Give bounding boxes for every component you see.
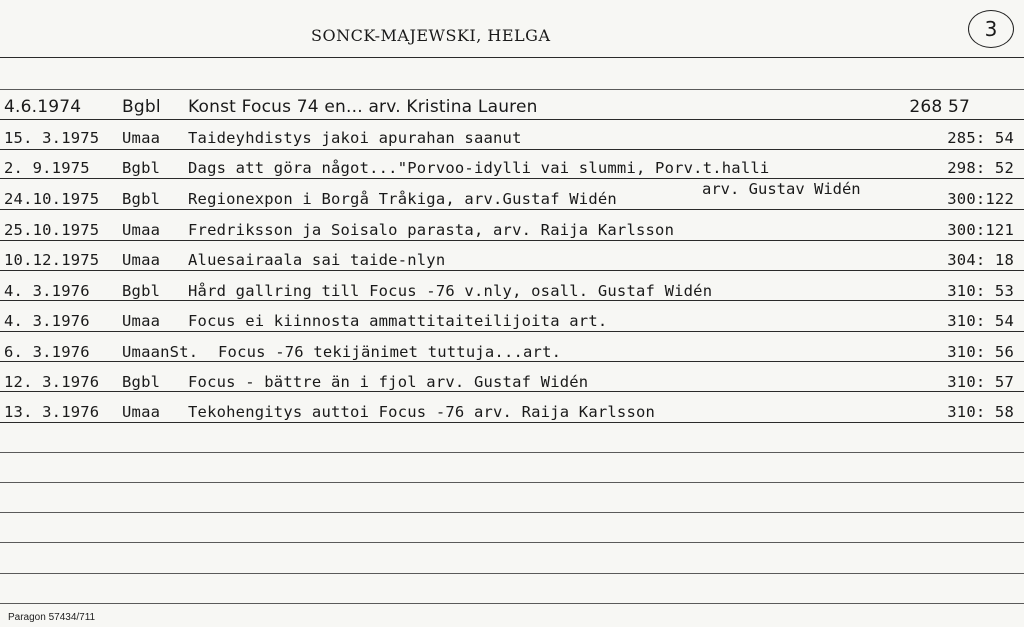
entry-date: 13. 3.1976 — [4, 403, 100, 421]
entry-date: 4. 3.1976 — [4, 282, 90, 300]
entry-text: Focus ei kiinnosta ammattitaiteilijoita art. — [188, 312, 608, 330]
header-rule — [0, 57, 1024, 58]
rule-line — [0, 300, 1024, 301]
entry-source: Umaa — [122, 403, 161, 421]
entry-text: Aluesairaala sai taide-nlyn — [188, 251, 446, 269]
rule-line — [0, 209, 1024, 210]
entry-date: 25.10.1975 — [4, 221, 100, 239]
rule-line — [0, 361, 1024, 362]
entry-ref: 310: 57 — [947, 373, 1014, 391]
entry-text: Fredriksson ja Soisalo parasta, arv. Raija Karlsson — [188, 221, 675, 239]
entry-date: 24.10.1975 — [4, 190, 100, 208]
entry-ref: 268 57 — [909, 97, 970, 117]
entry-date: 6. 3.1976 — [4, 343, 90, 361]
entry-ref: 310: 54 — [947, 312, 1014, 330]
entry-ref: 310: 53 — [947, 282, 1014, 300]
entry-text: Regionexpon i Borgå Tråkiga, arv.Gustaf Widén — [188, 190, 617, 208]
entry-source: Bgbl — [122, 97, 161, 117]
entry-ref: 285: 54 — [947, 129, 1014, 147]
entry-ref: 298: 52 — [947, 159, 1014, 177]
rule-line — [0, 422, 1024, 423]
entry-text: Hård gallring till Focus -76 v.nly, osall. Gustaf Widén — [188, 282, 713, 300]
rule-line — [0, 573, 1024, 574]
entry-date: 4. 3.1976 — [4, 312, 90, 330]
handwritten-note: arv. Gustav Widén — [702, 180, 861, 198]
entry-source: Umaa — [122, 129, 161, 147]
entry-source: Bgbl — [122, 190, 161, 208]
entry-text: Dags att göra något..."Porvoo-idylli vai slummi, Porv.t.halli — [188, 159, 770, 177]
entry-source: Umaa — [122, 312, 161, 330]
rule-line — [0, 331, 1024, 332]
entry-ref: 300:121 — [947, 221, 1014, 239]
entry-text: Focus -76 tekijänimet tuttuja...art. — [218, 343, 562, 361]
rule-line — [0, 89, 1024, 90]
entry-date: 4.6.1974 — [4, 97, 82, 117]
entry-text: Taideyhdistys jakoi apurahan saanut — [188, 129, 522, 147]
entry-date: 10.12.1975 — [4, 251, 100, 269]
entry-source: Bgbl — [122, 282, 161, 300]
rule-line — [0, 542, 1024, 543]
entry-ref: 310: 58 — [947, 403, 1014, 421]
entry-source: Bgbl — [122, 373, 161, 391]
entry-ref: 300:122 — [947, 190, 1014, 208]
card-footer: Paragon 57434/711 — [8, 612, 96, 623]
card-title: SONCK-MAJEWSKI, HELGA — [311, 26, 551, 45]
entry-text: Konst Focus 74 en... arv. Kristina Lauren — [188, 97, 538, 117]
rule-line — [0, 452, 1024, 453]
rule-line — [0, 240, 1024, 241]
rule-line — [0, 178, 1024, 179]
entry-source: Umaa — [122, 251, 161, 269]
page-number-circle: 3 — [968, 10, 1014, 48]
entry-date: 15. 3.1975 — [4, 129, 100, 147]
entry-date: 12. 3.1976 — [4, 373, 100, 391]
rule-line — [0, 270, 1024, 271]
rule-line — [0, 119, 1024, 120]
rule-line — [0, 603, 1024, 604]
entry-text: Tekohengitys auttoi Focus -76 arv. Raija Karlsson — [188, 403, 656, 421]
rule-line — [0, 482, 1024, 483]
entry-date: 2. 9.1975 — [4, 159, 90, 177]
rule-line — [0, 512, 1024, 513]
rule-line — [0, 149, 1024, 150]
entry-source: Umaa — [122, 221, 161, 239]
rule-line — [0, 391, 1024, 392]
entry-ref: 310: 56 — [947, 343, 1014, 361]
entry-source: UmaanSt. — [122, 343, 199, 361]
entry-ref: 304: 18 — [947, 251, 1014, 269]
entry-source: Bgbl — [122, 159, 161, 177]
entry-text: Focus - bättre än i fjol arv. Gustaf Widén — [188, 373, 589, 391]
